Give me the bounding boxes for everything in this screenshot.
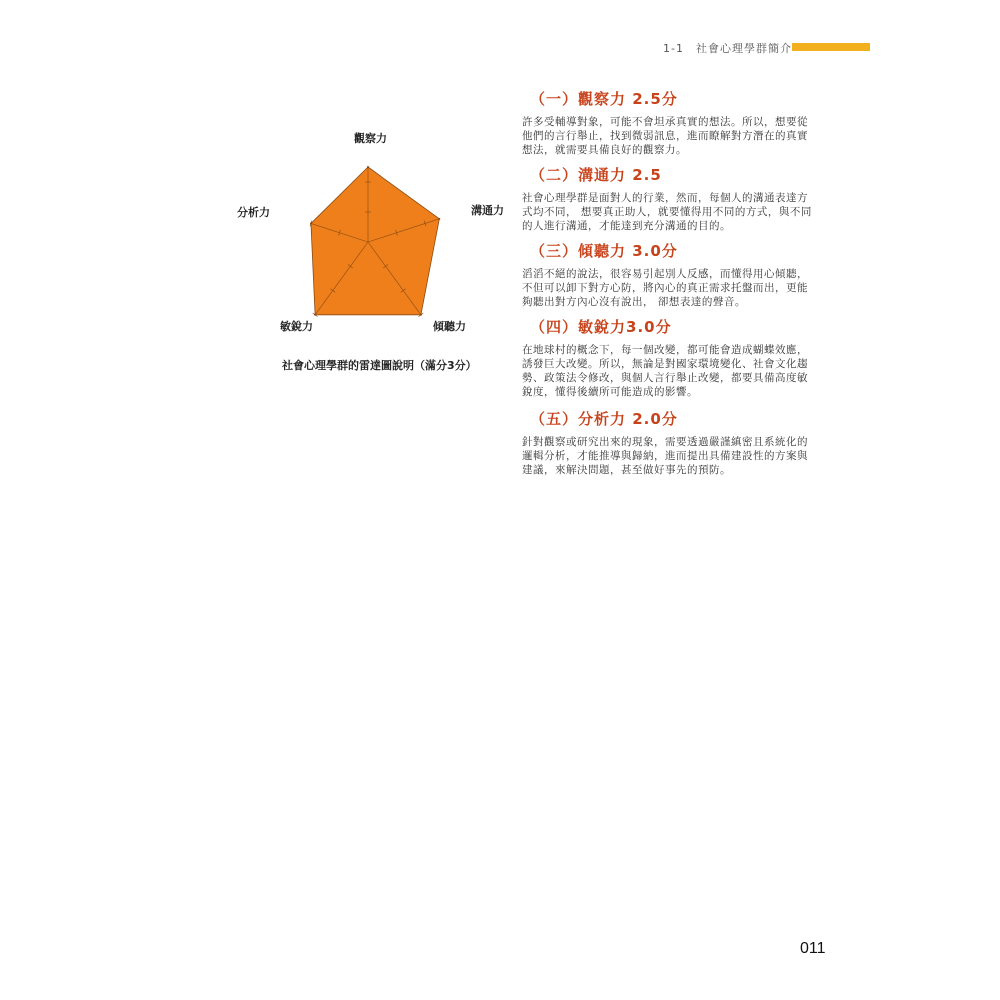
section-body: 社會心理學群是面對人的行業，然而，每個人的溝通表達方式均不同， 想要真正助人，就要懂得用不同的方式，與不同的人進行溝通，才能達到充分溝通的目的。 <box>522 192 812 232</box>
radar-caption: 社會心理學群的雷達圖說明（滿分3分） <box>282 359 477 372</box>
axis-label-listening: 傾聽力 <box>433 320 466 333</box>
section-title: （二）溝通力 2.5 <box>530 166 662 184</box>
section-observation <box>522 88 812 157</box>
radar-polygon <box>311 167 439 315</box>
axis-label-sensitivity: 敏銳力 <box>280 320 313 333</box>
section-title: （五）分析力 2.0分 <box>530 410 678 428</box>
radar-point <box>310 222 312 224</box>
axis-label-analysis: 分析力 <box>237 206 270 219</box>
header-accent-bar <box>792 43 870 51</box>
section-title: （四）敏銳力3.0分 <box>530 318 672 336</box>
axis-label-observation: 觀察力 <box>354 132 387 145</box>
page-number: 011 <box>800 940 826 957</box>
section-title: （一）觀察力 2.5分 <box>530 90 678 108</box>
radar-chart <box>230 120 510 350</box>
radar-point <box>420 314 422 316</box>
section-analysis <box>522 408 812 477</box>
section-communication <box>522 164 812 233</box>
section-body: 針對觀察或研究出來的現象，需要透過嚴謹縝密且系統化的邏輯分析，才能推導與歸納，進而提出具備建設性的方案與建議，來解決問題，甚至做好事先的預防。 <box>522 436 808 476</box>
section-body: 滔滔不絕的說法，很容易引起別人反感，而懂得用心傾聽，不但可以卸下對方心防，將內心的真正需求托盤而出，更能夠聽出對方內心沒有說出， 卻想表達的聲音。 <box>522 268 808 308</box>
chapter-header: 1-1 社會心理學群簡介 <box>663 42 792 55</box>
radar-point <box>438 218 440 220</box>
radar-point <box>314 314 316 316</box>
section-listening <box>522 240 812 309</box>
section-body: 在地球村的概念下，每一個改變，都可能會造成蝴蝶效應，誘發巨大改變。所以，無論是對國家環境變化、社會文化趨勢、政策法令修改，與個人言行舉止改變，都要具備高度敏銳度，懂得後續所可能造成的影響。 <box>522 344 808 398</box>
radar-svg <box>230 120 510 350</box>
radar-point <box>367 166 369 168</box>
section-title: （三）傾聽力 3.0分 <box>530 242 678 260</box>
section-sensitivity <box>522 316 812 399</box>
axis-label-communication: 溝通力 <box>471 204 504 217</box>
section-body: 許多受輔導對象，可能不會坦承真實的想法。所以，想要從他們的言行舉止，找到微弱訊息，進而瞭解對方潛在的真實想法，就需要具備良好的觀察力。 <box>522 116 808 156</box>
